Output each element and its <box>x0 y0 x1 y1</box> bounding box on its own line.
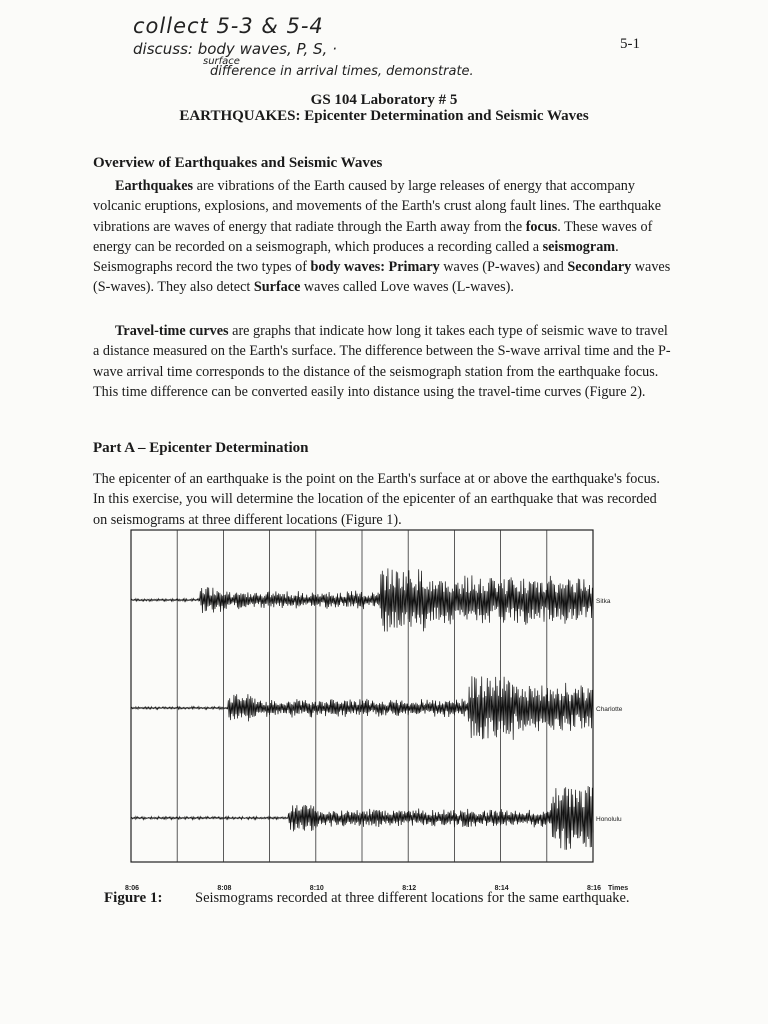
x-tick-label: 8:16 <box>587 885 602 892</box>
text-run: are graphs that indicate how long it takes each type of seismic wave to travel a distance measured on the Earth's surface. The difference between the S-wave arrival time and the P-wave arrival time corresponds to the distance of the seismograph station from the earthquake focus. This time difference can be converted easily into distance using the travel-time curves (Figure 2). <box>93 323 671 400</box>
handwritten-note-discuss: discuss: body waves, P, S, · <box>133 40 337 58</box>
text-run: body waves: Primary <box>310 259 440 276</box>
lab-subtitle: EARTHQUAKES: Epicenter Determination and Seismic Waves <box>179 108 589 124</box>
x-tick-label: 8:14 <box>494 885 509 892</box>
text-run: Surface <box>253 279 301 296</box>
text-run: Travel-time curves <box>115 323 229 339</box>
figure-caption: Seismograms recorded at three different locations for the same earthquake. <box>195 890 630 906</box>
text-run: Earthquakes <box>115 178 194 194</box>
text-run: waves called Love waves (L-waves). <box>300 279 514 296</box>
handwritten-note-collect: collect 5-3 & 5-4 <box>133 14 324 38</box>
lab-title: GS 104 Laboratory # 5 <box>310 92 458 108</box>
paragraph-travel-time <box>93 321 673 402</box>
text-run: Secondary <box>567 259 632 276</box>
text-run: waves (P-waves) and <box>439 259 568 276</box>
x-tick-label: 8:12 <box>402 885 417 892</box>
text-run: waves (S-waves). They also detect <box>93 259 671 296</box>
figure-label: Figure 1: <box>104 890 163 906</box>
x-axis-label: Times <box>608 885 629 892</box>
paragraph-earthquakes <box>93 176 673 298</box>
text-run: . These waves of energy can be recorded on a seismograph, which produces a recording called a <box>93 218 653 255</box>
x-tick-label: 8:08 <box>217 885 232 892</box>
paragraph-epicenter: The epicenter of an earthquake is the point on the Earth's surface at or above the earthquake's focus. In this exercise, you will determine the location of the epicenter of an earthquake that was recorded on seismograms at three different locations (Figure 1). <box>93 471 660 528</box>
page-number: 5-1 <box>620 36 640 52</box>
text-run: are vibrations of the Earth caused by large releases of energy that accompany volcanic eruptions, explosions, and movements of the Earth's crust along fault lines. The earthquake vibrations are waves of energy that radiate through the Earth away from the <box>93 178 662 235</box>
text-run: seismogram <box>542 238 616 255</box>
station-label: Sitka <box>596 598 611 605</box>
x-tick-label: 8:06 <box>125 885 140 892</box>
seismogram-chart <box>125 530 648 892</box>
text-run: . Seismographs record the two types of <box>93 238 619 276</box>
handwritten-note-difference: difference in arrival times, demonstrate. <box>210 64 474 79</box>
section-heading-overview: Overview of Earthquakes and Seismic Waves <box>93 155 383 171</box>
station-label: Charlotte <box>596 706 623 713</box>
section-heading-part-a: Part A – Epicenter Determination <box>93 440 309 456</box>
chart-labels <box>125 598 628 892</box>
x-tick-label: 8:10 <box>309 885 324 892</box>
handwritten-note-surface: surface <box>203 56 240 67</box>
station-label: Honolulu <box>596 816 622 823</box>
text-run: focus <box>525 218 558 235</box>
